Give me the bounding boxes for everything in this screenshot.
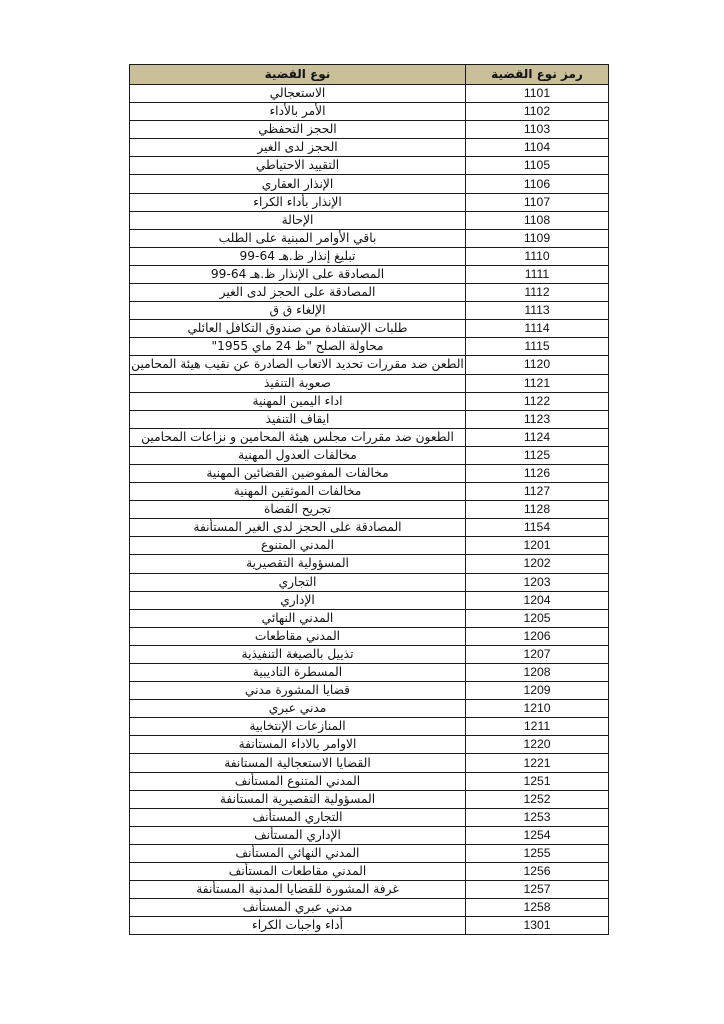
table-row bbox=[130, 790, 609, 808]
table-row bbox=[130, 392, 609, 410]
case-type-code: 1113 bbox=[466, 302, 609, 320]
table-row bbox=[130, 591, 609, 609]
table-row bbox=[130, 483, 609, 501]
case-type-code: 1220 bbox=[466, 736, 609, 754]
header-case-code: رمز نوع القضية bbox=[466, 65, 609, 85]
table-row bbox=[130, 85, 609, 103]
table-row bbox=[130, 826, 609, 844]
case-type-code: 1201 bbox=[466, 537, 609, 555]
case-type-name: مدني عبري المستأنف bbox=[130, 899, 466, 917]
case-type-code: 1120 bbox=[466, 356, 609, 374]
case-type-name: غرفة المشورة للقضايا المدنية المستأنفة bbox=[130, 881, 466, 899]
case-type-name: الحجز لدى الغير bbox=[130, 139, 466, 157]
table-row bbox=[130, 302, 609, 320]
case-type-name: الطعون ضد مقررات مجلس هيئة المحامين و نزاعات المحامين bbox=[130, 428, 466, 446]
case-type-code: 1101 bbox=[466, 85, 609, 103]
case-type-code: 1104 bbox=[466, 139, 609, 157]
case-type-code: 1253 bbox=[466, 808, 609, 826]
case-type-code: 1105 bbox=[466, 157, 609, 175]
case-type-name: باقي الأوامر المبنية على الطلب bbox=[130, 229, 466, 247]
case-type-name: صعوبة التنفيذ bbox=[130, 374, 466, 392]
case-type-name: الإحالة bbox=[130, 211, 466, 229]
case-type-code: 1125 bbox=[466, 446, 609, 464]
case-type-code: 1110 bbox=[466, 247, 609, 265]
case-type-code: 1207 bbox=[466, 645, 609, 663]
case-type-code: 1252 bbox=[466, 790, 609, 808]
table-row bbox=[130, 664, 609, 682]
table-row bbox=[130, 863, 609, 881]
table-row bbox=[130, 519, 609, 537]
case-type-code: 1126 bbox=[466, 464, 609, 482]
table-row bbox=[130, 700, 609, 718]
table-row bbox=[130, 139, 609, 157]
table-row bbox=[130, 844, 609, 862]
table-row bbox=[130, 410, 609, 428]
case-type-code: 1203 bbox=[466, 573, 609, 591]
case-type-name: التقييد الاحتياطي bbox=[130, 157, 466, 175]
case-type-name: المدني مقاطعات المستأنف bbox=[130, 863, 466, 881]
table-row bbox=[130, 374, 609, 392]
case-type-name: المسؤولية التقصيرية المستانفة bbox=[130, 790, 466, 808]
header-row bbox=[130, 65, 609, 85]
case-type-code: 1115 bbox=[466, 338, 609, 356]
case-type-code: 1114 bbox=[466, 320, 609, 338]
case-type-code: 1107 bbox=[466, 193, 609, 211]
table-row bbox=[130, 247, 609, 265]
case-type-code: 1256 bbox=[466, 863, 609, 881]
case-type-table bbox=[129, 64, 609, 935]
case-type-code: 1122 bbox=[466, 392, 609, 410]
case-type-code: 1254 bbox=[466, 826, 609, 844]
case-type-code: 1255 bbox=[466, 844, 609, 862]
case-type-code: 1103 bbox=[466, 121, 609, 139]
table-row bbox=[130, 103, 609, 121]
table-row bbox=[130, 320, 609, 338]
case-type-code: 1106 bbox=[466, 175, 609, 193]
table-row bbox=[130, 338, 609, 356]
table-row bbox=[130, 157, 609, 175]
table-row bbox=[130, 175, 609, 193]
table-row bbox=[130, 609, 609, 627]
table-row bbox=[130, 501, 609, 519]
table-row bbox=[130, 808, 609, 826]
case-type-name: مخالفات العدول المهنية bbox=[130, 446, 466, 464]
table-row bbox=[130, 718, 609, 736]
table-row bbox=[130, 284, 609, 302]
case-type-name: قضايا المشورة مدني bbox=[130, 682, 466, 700]
case-type-name: الأمر بالأداء bbox=[130, 103, 466, 121]
case-type-code: 1204 bbox=[466, 591, 609, 609]
table-row bbox=[130, 899, 609, 917]
case-type-code: 1251 bbox=[466, 772, 609, 790]
case-type-name: الإداري bbox=[130, 591, 466, 609]
table-row bbox=[130, 428, 609, 446]
case-type-code: 1202 bbox=[466, 555, 609, 573]
table-row bbox=[130, 917, 609, 935]
case-type-name: المسطرة التاديبية bbox=[130, 664, 466, 682]
case-type-name: المصادقة على الحجز لدى الغير bbox=[130, 284, 466, 302]
table-header bbox=[130, 65, 609, 85]
case-type-name: المنازعات الإنتخابية bbox=[130, 718, 466, 736]
case-type-code: 1209 bbox=[466, 682, 609, 700]
case-type-name: المدني النهائي bbox=[130, 609, 466, 627]
table-row bbox=[130, 881, 609, 899]
table-row bbox=[130, 229, 609, 247]
case-type-name: التجاري المستأنف bbox=[130, 808, 466, 826]
case-type-code: 1128 bbox=[466, 501, 609, 519]
case-type-code: 1205 bbox=[466, 609, 609, 627]
table-row bbox=[130, 645, 609, 663]
case-type-name: المصادقة على الإنذار ظ.هـ 64-99 bbox=[130, 265, 466, 283]
table-row bbox=[130, 211, 609, 229]
case-type-name: الاوامر بالاداء المستانفة bbox=[130, 736, 466, 754]
case-type-name: محاولة الصلح "ظ 24 ماي 1955" bbox=[130, 338, 466, 356]
case-type-code: 1102 bbox=[466, 103, 609, 121]
table-row bbox=[130, 682, 609, 700]
table-body bbox=[130, 85, 609, 935]
table-row bbox=[130, 356, 609, 374]
table-row bbox=[130, 736, 609, 754]
case-type-name: أداء واجبات الكراء bbox=[130, 917, 466, 935]
table-row bbox=[130, 573, 609, 591]
case-type-name: المدني مقاطعات bbox=[130, 627, 466, 645]
case-type-code: 1154 bbox=[466, 519, 609, 537]
case-type-name: التجاري bbox=[130, 573, 466, 591]
table-row bbox=[130, 193, 609, 211]
case-type-name: مخالفات الموثقين المهنية bbox=[130, 483, 466, 501]
case-type-name: ايقاف التنفيذ bbox=[130, 410, 466, 428]
case-type-name: تجريح القضاة bbox=[130, 501, 466, 519]
case-type-name: الحجز التحفظي bbox=[130, 121, 466, 139]
case-type-code: 1210 bbox=[466, 700, 609, 718]
case-type-code: 1211 bbox=[466, 718, 609, 736]
case-type-name: طلبات الإستفادة من صندوق التكافل العائلي bbox=[130, 320, 466, 338]
case-type-name: الطعن ضد مقررات تحديد الاتعاب الصادرة عن نقيب هيئة المحامين bbox=[130, 356, 466, 374]
case-type-name: المصادقة على الحجز لدى الغير المستأنفة bbox=[130, 519, 466, 537]
case-type-name: مدني عبري bbox=[130, 700, 466, 718]
case-type-name: مخالفات المفوضين القضائين المهنية bbox=[130, 464, 466, 482]
case-type-code: 1258 bbox=[466, 899, 609, 917]
case-type-code: 1123 bbox=[466, 410, 609, 428]
case-type-code: 1208 bbox=[466, 664, 609, 682]
header-case-type: نوع القضية bbox=[130, 65, 466, 85]
case-type-code: 1121 bbox=[466, 374, 609, 392]
case-type-name: تذييل بالصيغة التنفيذية bbox=[130, 645, 466, 663]
case-type-name: المسؤولية التقصيرية bbox=[130, 555, 466, 573]
case-type-code: 1221 bbox=[466, 754, 609, 772]
case-type-name: القضايا الاستعجالية المستانفة bbox=[130, 754, 466, 772]
case-type-code: 1124 bbox=[466, 428, 609, 446]
case-type-code: 1127 bbox=[466, 483, 609, 501]
case-type-name: تبليغ إنذار ظ.هـ 64-99 bbox=[130, 247, 466, 265]
case-type-code: 1257 bbox=[466, 881, 609, 899]
table-row bbox=[130, 265, 609, 283]
case-type-name: المدني المتنوع المستأنف bbox=[130, 772, 466, 790]
case-type-code: 1206 bbox=[466, 627, 609, 645]
table-row bbox=[130, 121, 609, 139]
case-type-name: المدني المتنوع bbox=[130, 537, 466, 555]
table-row bbox=[130, 555, 609, 573]
table-row bbox=[130, 772, 609, 790]
table-row bbox=[130, 446, 609, 464]
case-type-code: 1108 bbox=[466, 211, 609, 229]
case-type-name: الاستعجالي bbox=[130, 85, 466, 103]
case-type-code: 1111 bbox=[466, 265, 609, 283]
case-type-name: المدني النهائي المستأنف bbox=[130, 844, 466, 862]
table-row bbox=[130, 537, 609, 555]
case-type-name: اداء اليمين المهنية bbox=[130, 392, 466, 410]
case-type-name: الإلغاء ق ق bbox=[130, 302, 466, 320]
table-row bbox=[130, 627, 609, 645]
case-type-code: 1301 bbox=[466, 917, 609, 935]
table-row bbox=[130, 464, 609, 482]
case-type-name: الإداري المستأنف bbox=[130, 826, 466, 844]
case-type-name: الإنذار بأداء الكراء bbox=[130, 193, 466, 211]
case-type-code: 1109 bbox=[466, 229, 609, 247]
case-type-code: 1112 bbox=[466, 284, 609, 302]
case-type-name: الإنذار العقاري bbox=[130, 175, 466, 193]
table-row bbox=[130, 754, 609, 772]
